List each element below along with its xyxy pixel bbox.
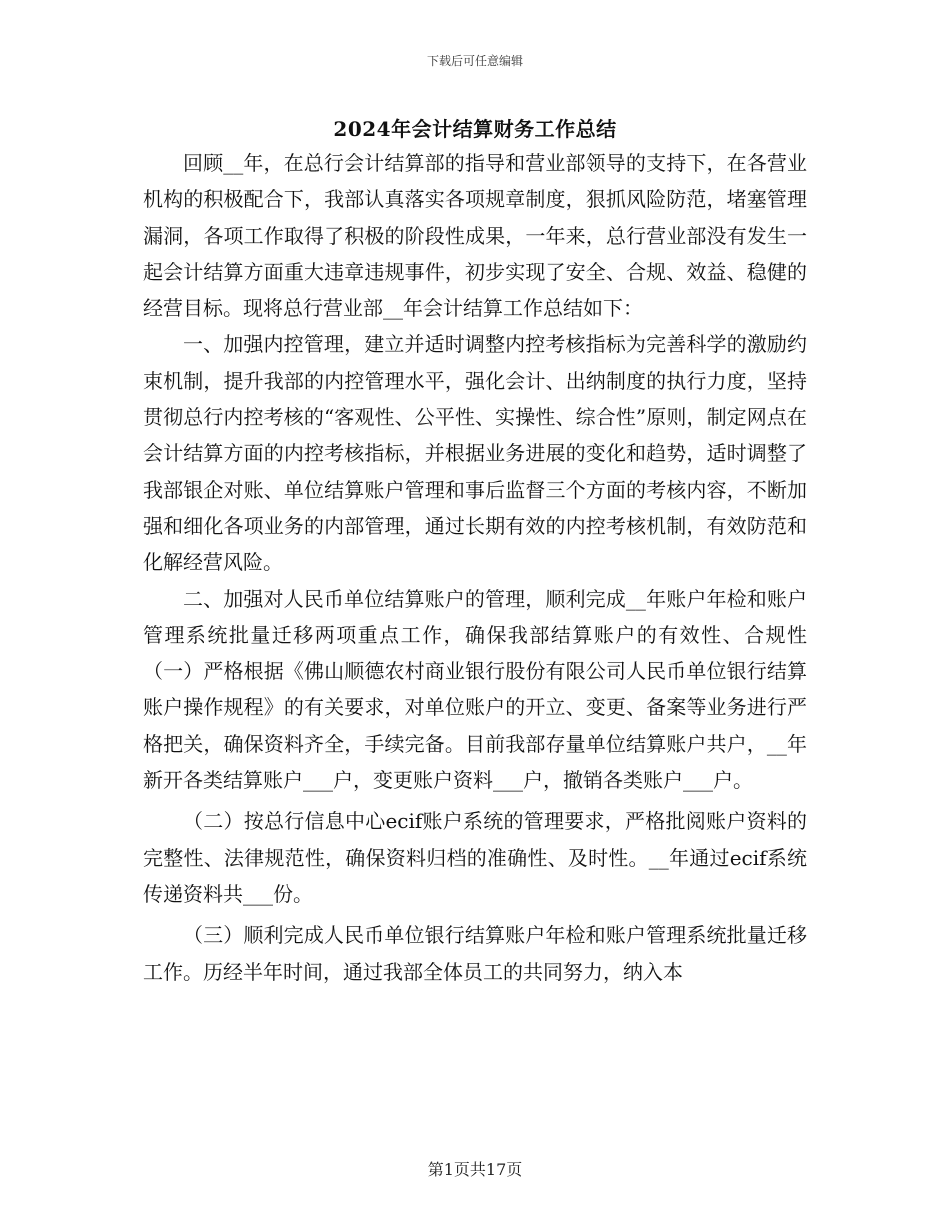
paragraph-section-1: 一、加强内控管理，建立并适时调整内控考核指标为完善科学的激励约束机制，提升我部的内控管理水平，强化会计、出纳制度的执行力度，坚持贯彻总行内控考核的“客观性、公平性、实操性、综合性”原则，制定网点在会计结算方面的内控考核指标，并根据业务进展的变化和趋势，适时调整了我部银企对账、单位结算账户管理和事后监督三个方面的考核内容，不断加强和细化各项业务的内部管理，通过长期有效的内控考核机制，有效防范和化解经营风险。: [143, 332, 807, 575]
document-title: 2024年会计结算财务工作总结: [333, 117, 617, 141]
paragraph-subsection-3: （三）顺利完成人民币单位银行结算账户年检和账户管理系统批量迁移工作。历经半年时间，通过我部全体员工的共同努力，纳入本: [143, 923, 807, 984]
header-note: 下载后可任意编辑: [426, 54, 523, 68]
document-body: [143, 145, 807, 990]
paragraph-section-2: 二、加强对人民币单位结算账户的管理，顺利完成__年账户年检和账户管理系统批量迁移两项重点工作，确保我部结算账户的有效性、合规性（一）严格根据《佛山顺德农村商业银行股份有限公司人民币单位银行结算账户操作规程》的有关要求，对单位账户的开立、变更、备案等业务进行严格把关，确保资料齐全，手续完备。目前我部存量单位结算账户共户，__年新开各类结算账户___户，变更账户资料___户，撤销各类账户___户。: [143, 586, 807, 793]
paragraph-intro: 回顾__年，在总行会计结算部的指导和营业部领导的支持下，在各营业机构的积极配合下，我部认真落实各项规章制度，狠抓风险防范，堵塞管理漏洞，各项工作取得了积极的阶段性成果，一年来，总行营业部没有发生一起会计结算方面重大违章违规事件，初步实现了安全、合规、效益、稳健的经营目标。现将总行营业部__年会计结算工作总结如下：: [143, 151, 807, 321]
paragraph-subsection-2: （二）按总行信息中心ecif账户系统的管理要求，严格批阅账户资料的完整性、法律规范性，确保资料归档的准确性、及时性。__年通过ecif系统传递资料共___份。: [143, 809, 807, 906]
page-footer: 第1页共17页: [427, 1160, 523, 1179]
